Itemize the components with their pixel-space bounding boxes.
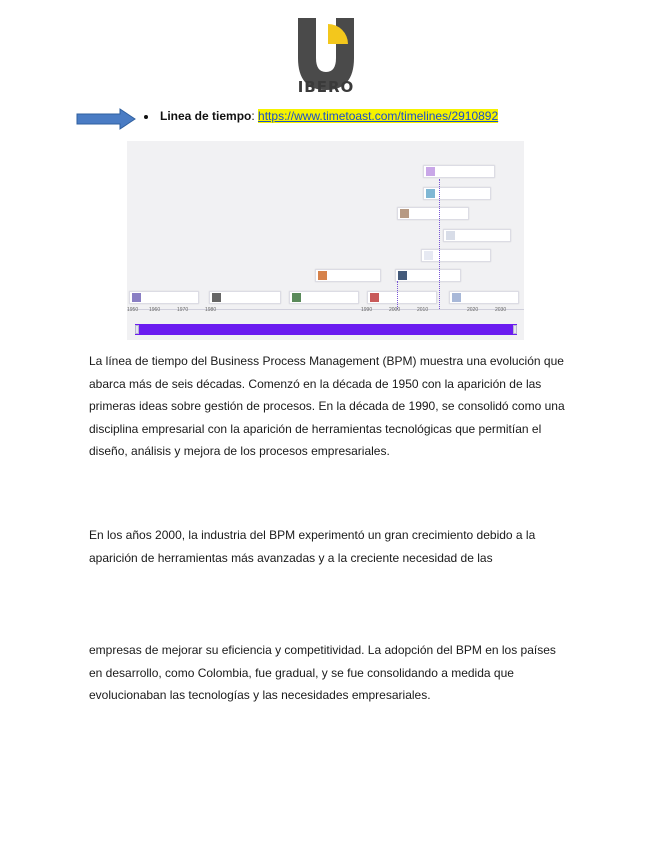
logo-text: IBERO bbox=[297, 78, 355, 96]
bullet-icon bbox=[144, 115, 148, 119]
timeline-range-bar bbox=[135, 324, 517, 335]
timeline-connector bbox=[439, 179, 440, 309]
timeline-event-card bbox=[367, 291, 437, 304]
timeline-link[interactable]: https://www.timetoast.com/timelines/2910892 bbox=[258, 109, 499, 123]
timeline-range-handle-left bbox=[135, 325, 139, 334]
timeline-tick: 1970 bbox=[177, 307, 189, 313]
timeline-event-card bbox=[315, 269, 381, 282]
timeline-tick: 2010 bbox=[417, 307, 429, 313]
timeline-event-card bbox=[129, 291, 199, 304]
timeline-event-card bbox=[421, 249, 491, 262]
timeline-tick: 1950 bbox=[127, 307, 139, 313]
timeline-tick: 2000 bbox=[389, 307, 401, 313]
timeline-event-card bbox=[395, 269, 461, 282]
timeline-range-handle-right bbox=[513, 325, 517, 334]
timeline-event-card bbox=[289, 291, 359, 304]
timeline-connector bbox=[397, 281, 398, 309]
paragraph-1: La línea de tiempo del Business Process Management (BPM) muestra una evolución que abarca más de seis décadas. Comenzó en la década de 1950 con la aparición de las primeras ideas sobre gestión de procesos. En la década de 1990, se consolidó como una disciplina empresarial con la aparición de herramientas tecnológicas que permitían el diseño, análisis y mejora de los procesos empresariales. bbox=[89, 354, 565, 458]
paragraph-2: En los años 2000, la industria del BPM experimentó un gran crecimiento debido a la aparición de herramientas más avanzadas y a la creciente necesidad de las bbox=[89, 528, 536, 565]
timeline-event-card bbox=[423, 187, 491, 200]
timeline-tick: 1980 bbox=[205, 307, 217, 313]
paragraph-3: empresas de mejorar su eficiencia y competitividad. La adopción del BPM en los países en desarrollo, como Colombia, fue gradual, y se fue consolidando a medida que evolucionaban las tecnologías y las necesidades empresariales. bbox=[89, 643, 556, 702]
timeline-event-card bbox=[423, 165, 495, 178]
right-arrow-icon bbox=[76, 108, 136, 130]
timeline-tick: 2030 bbox=[495, 307, 507, 313]
timeline-tick: 1990 bbox=[361, 307, 373, 313]
timeline-event-card bbox=[397, 207, 469, 220]
timeline-tick: 1960 bbox=[149, 307, 161, 313]
timeline-event-card bbox=[443, 229, 511, 242]
timeline-tick: 2020 bbox=[467, 307, 479, 313]
bullet-label: Linea de tiempo bbox=[160, 109, 252, 123]
timeline-event-card bbox=[209, 291, 281, 304]
timeline-bullet bbox=[144, 109, 498, 123]
bullet-separator: : bbox=[251, 109, 255, 123]
timeline-image bbox=[127, 141, 524, 340]
timeline-event-card bbox=[449, 291, 519, 304]
